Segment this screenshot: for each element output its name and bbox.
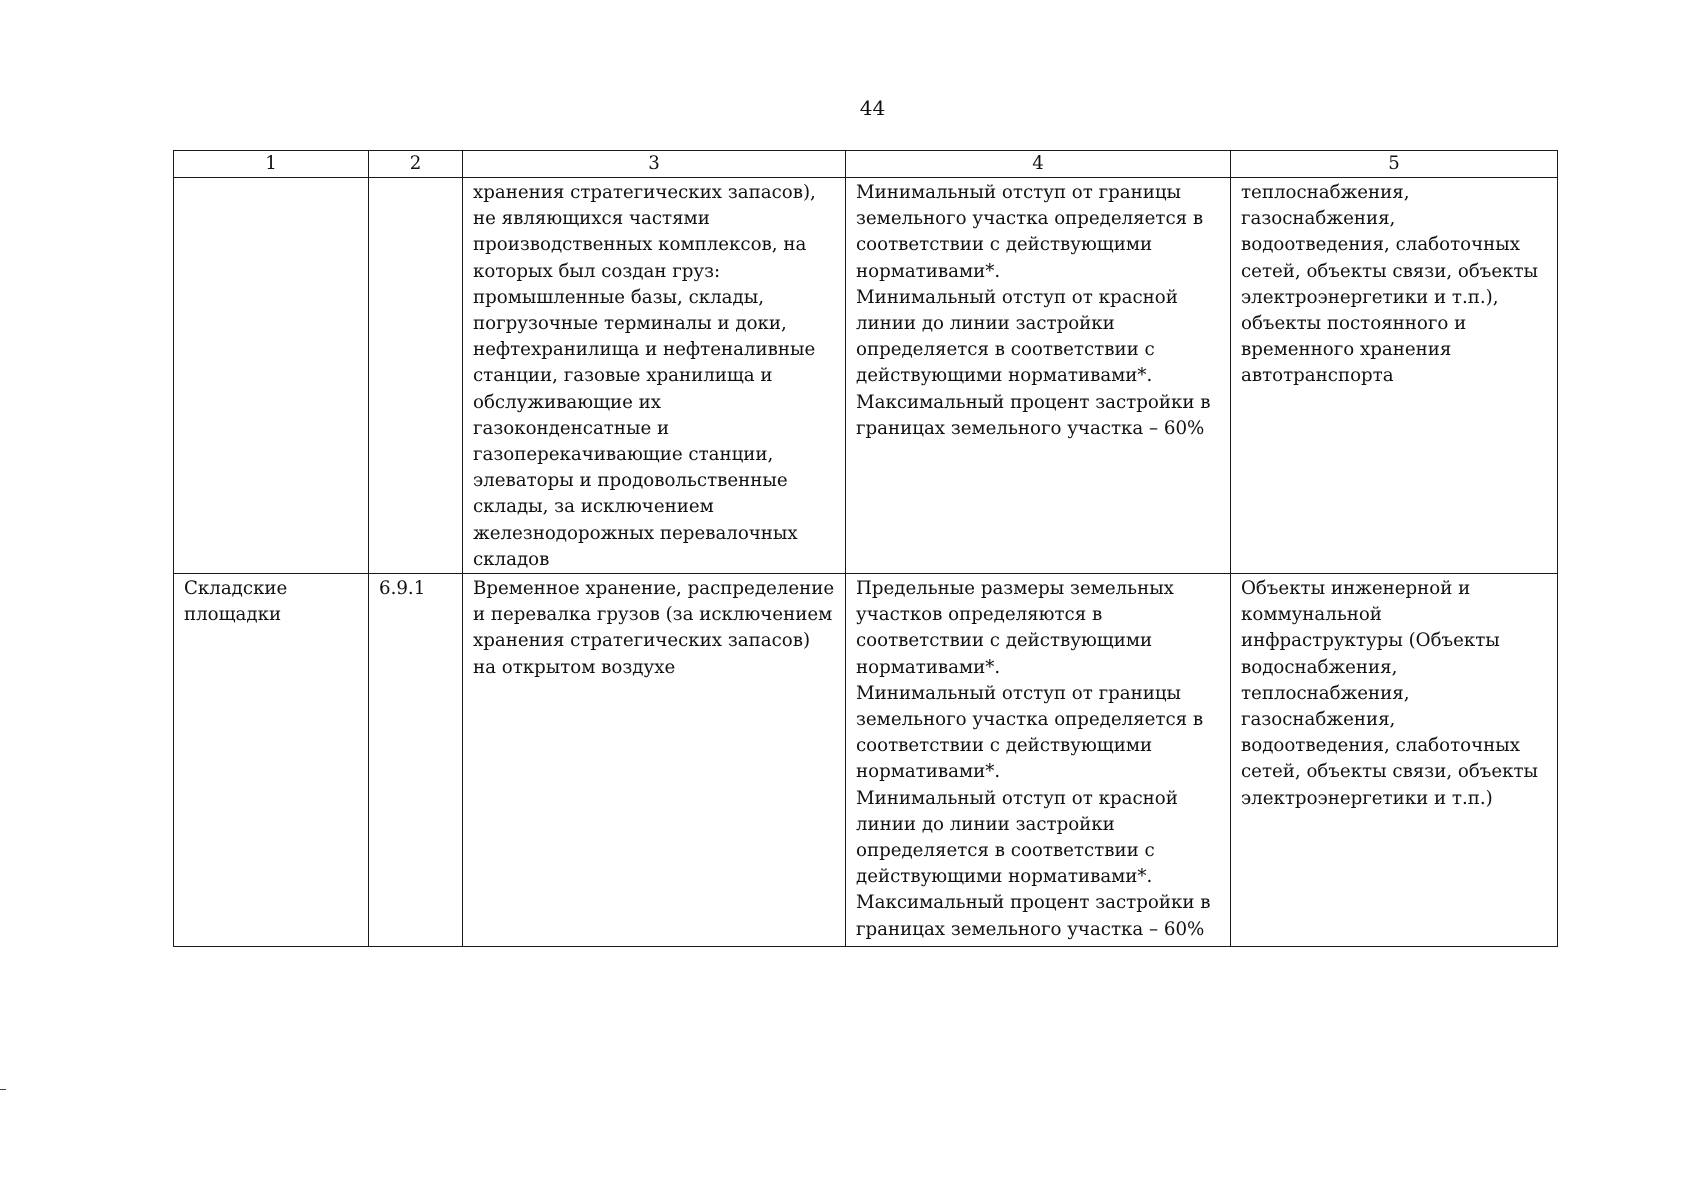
cell-use-code bbox=[369, 574, 463, 947]
header-cell-2: 2 bbox=[369, 151, 463, 178]
cell-use-description bbox=[463, 574, 846, 947]
cell-parameters bbox=[846, 178, 1231, 574]
header-cell-1: 1 bbox=[174, 151, 369, 178]
cell-text: Минимальный отступ от границы земельного участка определяется в соответствии с действующими нормативами*. Минимальный отступ от красной линии до линии застройки определяется в соответствии с действующими нормативами*. Максимальный процент застройки в границах земельного участка – 60% bbox=[856, 182, 1211, 439]
header-cell-4: 4 bbox=[846, 151, 1231, 178]
cell-auxiliary-uses bbox=[1231, 178, 1558, 574]
cell-text: Предельные размеры земельных участков определяются в соответствии с действующими нормативами*. Минимальный отступ от границы земельного участка определяется в соответствии с действующими нормативами*. Минимальный отступ от красной линии до линии застройки определяется в соответствии с действующими нормативами*. Максимальный процент застройки в границах земельного участка – 60% bbox=[856, 578, 1211, 940]
page-number: 44 bbox=[859, 96, 886, 120]
table-row bbox=[174, 574, 1558, 947]
table-row bbox=[174, 178, 1558, 574]
cell-text: Складские площадки bbox=[184, 578, 288, 626]
cell-text: Временное хранение, распределение и перевалка грузов (за исключением хранения стратегических запасов) на открытом воздухе bbox=[473, 578, 835, 678]
cell-parameters bbox=[846, 574, 1231, 947]
cell-use-name bbox=[174, 178, 369, 574]
cell-use-name bbox=[174, 574, 369, 947]
regulation-table bbox=[173, 150, 1558, 947]
table-header-row bbox=[174, 151, 1558, 178]
cell-text: хранения стратегических запасов), не являющихся частями производственных комплексов, на которых был создан груз: промышленные базы, склады, погрузочные терминалы и доки, нефтехранилища и нефтеналивные станции, газовые хранилища и обслуживающие их газоконденсатные и газоперекачивающие станции, элеваторы и продовольственные склады, за исключением железнодорожных перевалочных складов bbox=[473, 182, 816, 570]
cell-text: Объекты инженерной и коммунальной инфраструктуры (Объекты водоснабжения, теплоснабжения, газоснабжения, водоотведения, слаботочных сетей, объекты связи, объекты электроэнергетики и т.п.) bbox=[1241, 578, 1539, 809]
cell-text: 6.9.1 bbox=[379, 578, 426, 600]
cell-text: теплоснабжения, газоснабжения, водоотведения, слаботочных сетей, объекты связи, объекты электроэнергетики и т.п.), объекты постоянного и временного хранения автотранспорта bbox=[1241, 182, 1539, 387]
cell-use-code bbox=[369, 178, 463, 574]
cell-auxiliary-uses bbox=[1231, 574, 1558, 947]
header-cell-3: 3 bbox=[463, 151, 846, 178]
scan-margin-mark bbox=[0, 1089, 6, 1090]
header-cell-5: 5 bbox=[1231, 151, 1558, 178]
cell-use-description bbox=[463, 178, 846, 574]
